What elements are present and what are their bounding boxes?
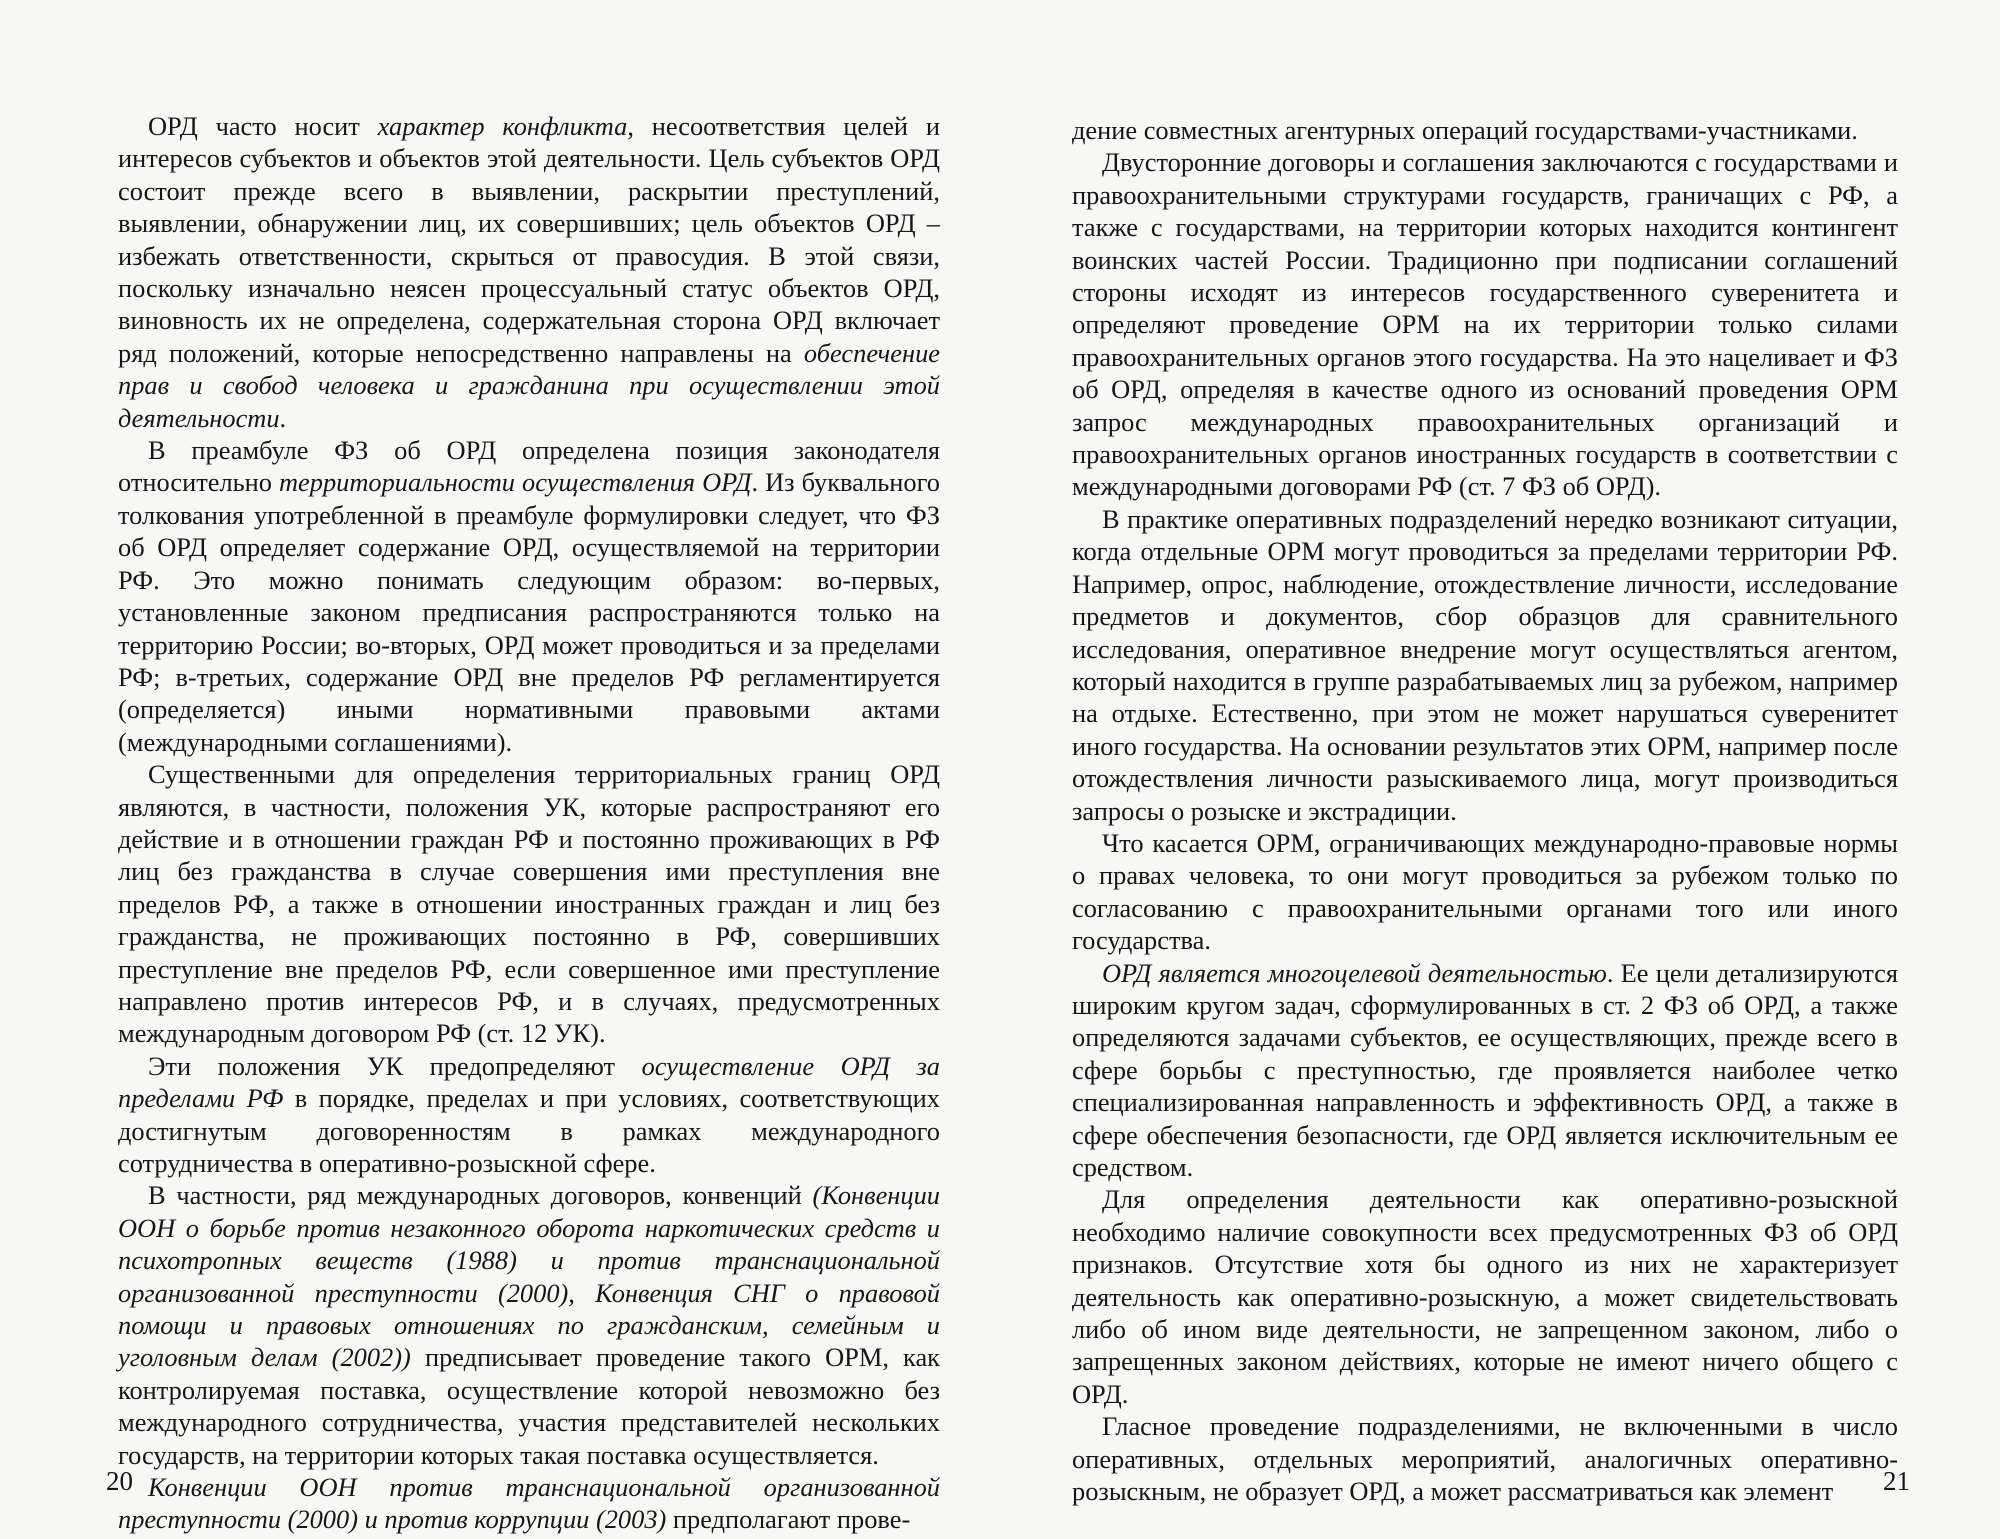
paragraph xyxy=(118,434,940,758)
text-run: Двусторонние договоры и соглашения заключаются с государствами и правоохранительными структурами государств, граничащих с РФ, а также с государствами, на территории которых находится контингент воинских частей России. Традиционно при подписании соглашений стороны исходят из интересов государственного суверенитета и определяют проведение ОРМ на их территории только силами правоохранительных органов этого государства. На это нацеливает и ФЗ об ОРД, определяя в качестве одного из оснований проведения ОРМ запрос международных правоохранительных организаций и правоохранительных органов иностранных государств в соответствии с международными договорами РФ (ст. 7 ФЗ об ОРД). xyxy=(1072,147,1898,502)
text-run: , несоответствия целей и интересов субъектов и объектов этой деятельности. Цель субъектов ОРД состоит прежде всего в выявлении, раскрытии преступлений, выявлении, обнаружении лиц, их совершивших; цель объектов ОРД – избежать ответственности, скрыться от правосудия. В этой связи, поскольку изначально неясен процессуальный статус объектов ОРД, виновность их не определена, содержательная сторона ОРД включает ряд положений, которые непосредственно направлены на xyxy=(118,111,940,368)
text-run: Существенными для определения территориальных границ ОРД являются, в частности, положения УК, которые распространяют его действие и в отношении граждан РФ и постоянно проживающих в РФ лиц без гражданства в случае совершения ими преступления вне пределов РФ, а также в отношении иностранных граждан и лиц без гражданства, не проживающих постоянно в РФ, совершивших преступление вне пределов РФ, если совершенное ими преступление направлено против интересов РФ, и в случаях, предусмотренных международным договором РФ (ст. 12 УК). xyxy=(118,759,940,1049)
paragraph xyxy=(1072,957,1898,1184)
right-page-number: 21 xyxy=(1883,1466,1910,1496)
left-page-text xyxy=(118,110,940,1536)
paragraph xyxy=(118,1050,940,1180)
emphasis-text: характер конфликта xyxy=(377,111,628,141)
right-page-text xyxy=(1072,114,1898,1507)
paragraph xyxy=(118,1471,940,1536)
emphasis-text: (Конвенции ООН о борьбе против незаконного оборота наркотических средств и психотропных веществ (1988) и против транснациональной организованной преступности (2000), Конвенция СНГ о правовой помощи и правовых отношениях по гражданским, семейным и уголовным делам (2002)) xyxy=(118,1180,940,1373)
text-run: . Ее цели детализируются широким кругом задач, сформулированных в ст. 2 ФЗ об ОРД, а также определяются задачами субъектов, ее осуществляющих, прежде всего в сфере борьбы с преступностью, где проявляется наиболее четко специализированная направленность и эффективность ОРД, а также в сфере обеспечения безопасности, где ОРД является исключительным ее средством. xyxy=(1072,957,1898,1182)
paragraph xyxy=(1072,1410,1898,1507)
text-run: Для определения деятельности как оперативно-розыскной необходимо наличие совокупности всех предусмотренных ФЗ об ОРД признаков. Отсутствие хотя бы одного из них не характеризует деятельность как оперативно-розыскную, а может свидетельствовать либо об ином виде деятельности, не запрещенном законом, либо о запрещенных законом действиях, которые не имеют ничего общего с ОРД. xyxy=(1072,1184,1898,1409)
text-run: Что касается ОРМ, ограничивающих международно-правовые нормы о правах человека, то они могут проводиться за рубежом только по согласованию с правоохранительными органами того или иного государства. xyxy=(1072,827,1898,956)
paragraph xyxy=(118,110,940,434)
text-run: В частности, ряд международных договоров, конвенций xyxy=(148,1180,813,1211)
paragraph xyxy=(1072,503,1898,827)
paragraph xyxy=(118,1179,940,1471)
emphasis-text: обеспечение прав и свобод человека и гражданина при осуществлении этой деятельности xyxy=(118,337,940,433)
emphasis-text: осуществление ОРД за пределами РФ xyxy=(118,1050,940,1114)
text-run: Гласное проведение подразделениями, не включенными в число оперативных, отдельных мероприятий, аналогичных оперативно-розыскным, не образует ОРД, а может рассматриваться как элемент xyxy=(1072,1411,1898,1507)
emphasis-text: Конвенции ООН против транснациональной организованной преступности (2000) и против коррупции (2003) xyxy=(118,1472,940,1535)
text-run: В преамбуле ФЗ об ОРД определена позиция законодателя относительно xyxy=(118,435,940,498)
text-run: ОРД часто носит xyxy=(148,111,378,141)
paragraph xyxy=(1072,114,1898,146)
emphasis-text: ОРД является многоцелевой деятельностью xyxy=(1102,957,1607,988)
emphasis-text: территориальности осуществления ОРД xyxy=(279,467,752,498)
text-run: предполагают прове- xyxy=(666,1504,911,1535)
paragraph xyxy=(1072,1183,1898,1410)
text-run: дение совместных агентурных операций государствами-участниками. xyxy=(1072,115,1858,145)
text-run: . Из буквального толкования употребленной в преамбуле формулировки следует, что ФЗ об ОРД определяет содержание ОРД, осуществляемой на территории РФ. Это можно понимать следующим образом: во-первых, установленные законом предписания распространяются только на территорию России; во-вторых, ОРД может проводиться и за пределами РФ; в-третьих, содержание ОРД вне пределов РФ регламентируется (определяется) иными нормативными правовыми актами (международными соглашениями). xyxy=(118,467,940,757)
text-run: предписывает проведение такого ОРМ, как контролируемая поставка, осуществление которой невозможно без международного сотрудничества, участия представителей нескольких государств, на территории которых такая поставка осуществляется. xyxy=(118,1342,941,1470)
paragraph xyxy=(118,758,940,1050)
left-page-number: 20 xyxy=(106,1466,133,1496)
text-run: в порядке, пределах и при условиях, соответствующих достигнутым договоренностям в рамках международного сотрудничества в оперативно-розыскной сфере. xyxy=(118,1083,940,1178)
paragraph xyxy=(1072,146,1898,502)
paragraph xyxy=(1072,827,1898,957)
text-run: . xyxy=(279,402,287,433)
text-run: Эти положения УК предопределяют xyxy=(148,1050,642,1081)
right-page xyxy=(1000,0,2000,1539)
text-run: В практике оперативных подразделений нередко возникают ситуации, когда отдельные ОРМ могут проводиться за пределами территории РФ. Например, опрос, наблюдение, отождествление личности, исследование предметов и документов, сбор образцов для сравнительного исследования, оперативное внедрение могут осуществляться агентом, который находится в группе разрабатываемых лиц за рубежом, например на отдыхе. Естественно, при этом не может нарушаться суверенитет иного государства. На основании результатов этих ОРМ, например после отождествления личности разыскиваемого лица, могут производиться запросы о розыске и экстрадиции. xyxy=(1072,503,1898,826)
